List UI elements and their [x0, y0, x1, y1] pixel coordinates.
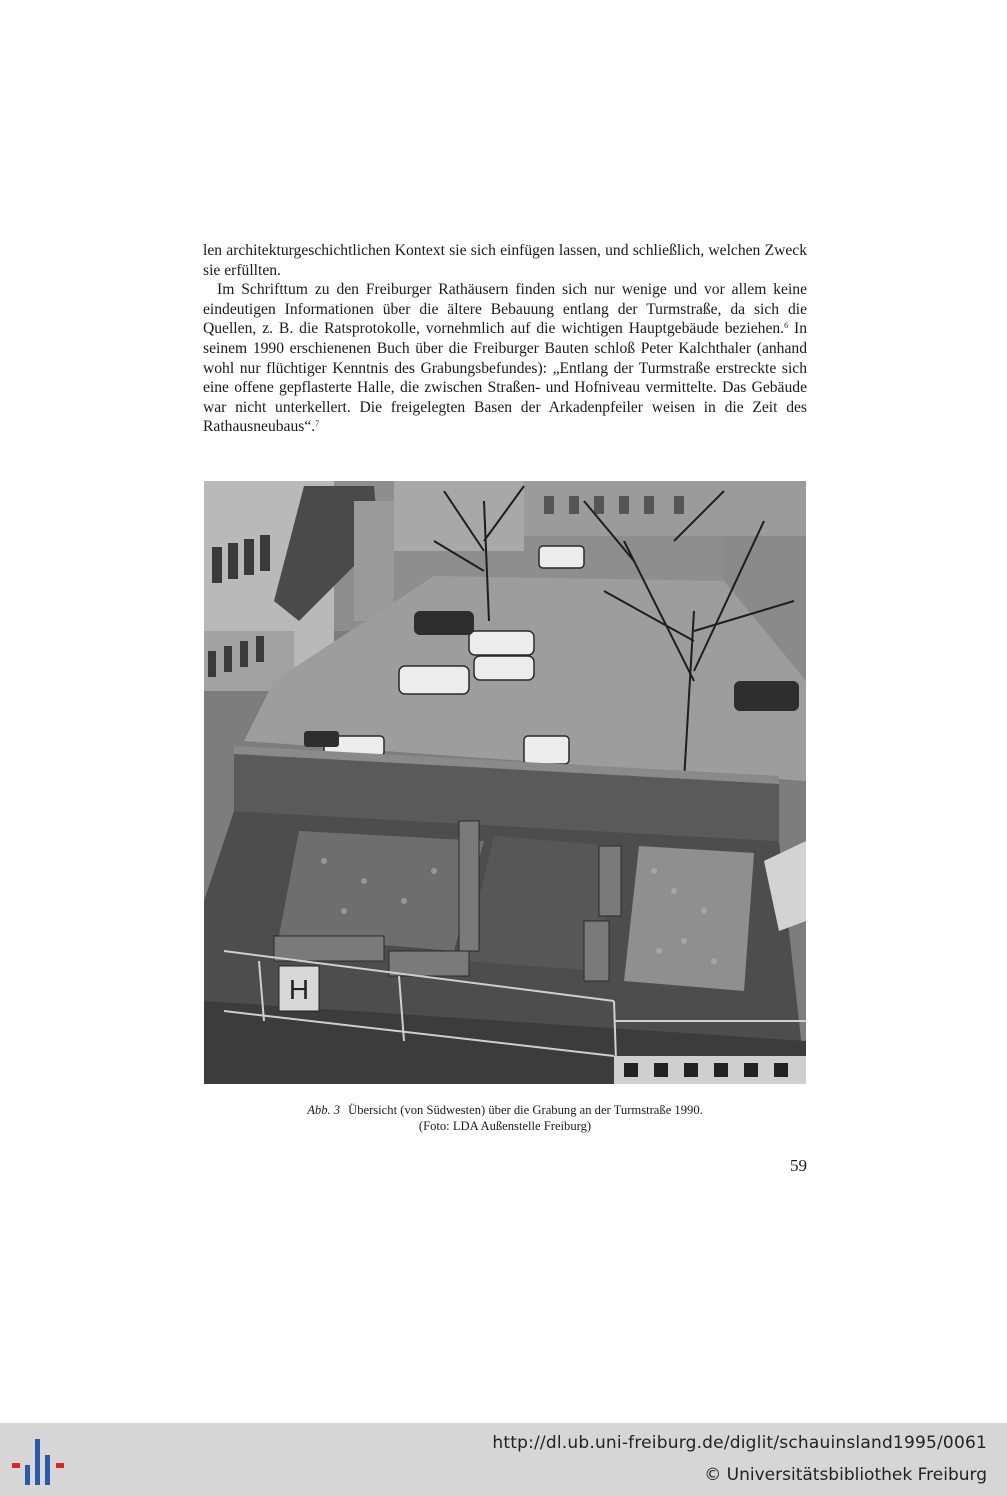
caption-line-1	[203, 1102, 807, 1118]
page-number: 59	[790, 1156, 807, 1175]
body-text	[203, 241, 807, 437]
copyright-notice: © Universitätsbibliothek Freiburg	[704, 1465, 987, 1485]
library-logo-icon[interactable]	[12, 1437, 64, 1485]
footer-bar	[0, 1423, 1007, 1496]
paragraph-2	[203, 280, 807, 437]
svg-text:H: H	[288, 974, 310, 1005]
figure-caption	[203, 1102, 807, 1134]
paragraph-2-part-1: Im Schrifttum zu den Freiburger Rathäusern finden sich nur wenige und vor allem keine eindeutigen Informationen über die ältere Bebauung entlang der Turmstraße, da sich die Quellen, z. B. die Ratsprotokolle, vornehmlich auf die wichtigen Hauptgebäude beziehen.	[203, 281, 807, 338]
caption-text: Übersicht (von Südwesten) über die Grabung an der Turmstraße 1990.	[348, 1103, 703, 1117]
footnote-ref-7[interactable]: 7	[315, 419, 320, 429]
caption-line-2: (Foto: LDA Außenstelle Freiburg)	[418, 1119, 592, 1133]
paragraph-2-part-2: In seinem 1990 erschienenen Buch über die Freiburger Bauten schloß Peter Kalchthaler (anhand wohl nur flüchtiger Kenntnis des Grabungsbefundes): „Entlang der Turmstraße erstreckte sich eine offene gepflasterte Halle, die zwischen Straßen- und Hofniveau vermittelte. Das Gebäude war nicht unterkellert. Die freigelegten Basen der Arkadenpfeiler weisen in die Zeit des Rathausneubaus“.	[203, 320, 807, 436]
excavation-photo	[204, 481, 806, 1084]
document-url-link[interactable]: http://dl.ub.uni-freiburg.de/diglit/schauinsland1995/0061	[492, 1433, 987, 1453]
paragraph-1: len architekturgeschichtlichen Kontext sie sich einfügen lassen, und schließlich, welchen Zweck sie erfüllten.	[203, 242, 807, 279]
footnote-ref-6[interactable]: 6	[784, 321, 789, 331]
figure-label: Abb. 3	[307, 1103, 341, 1117]
